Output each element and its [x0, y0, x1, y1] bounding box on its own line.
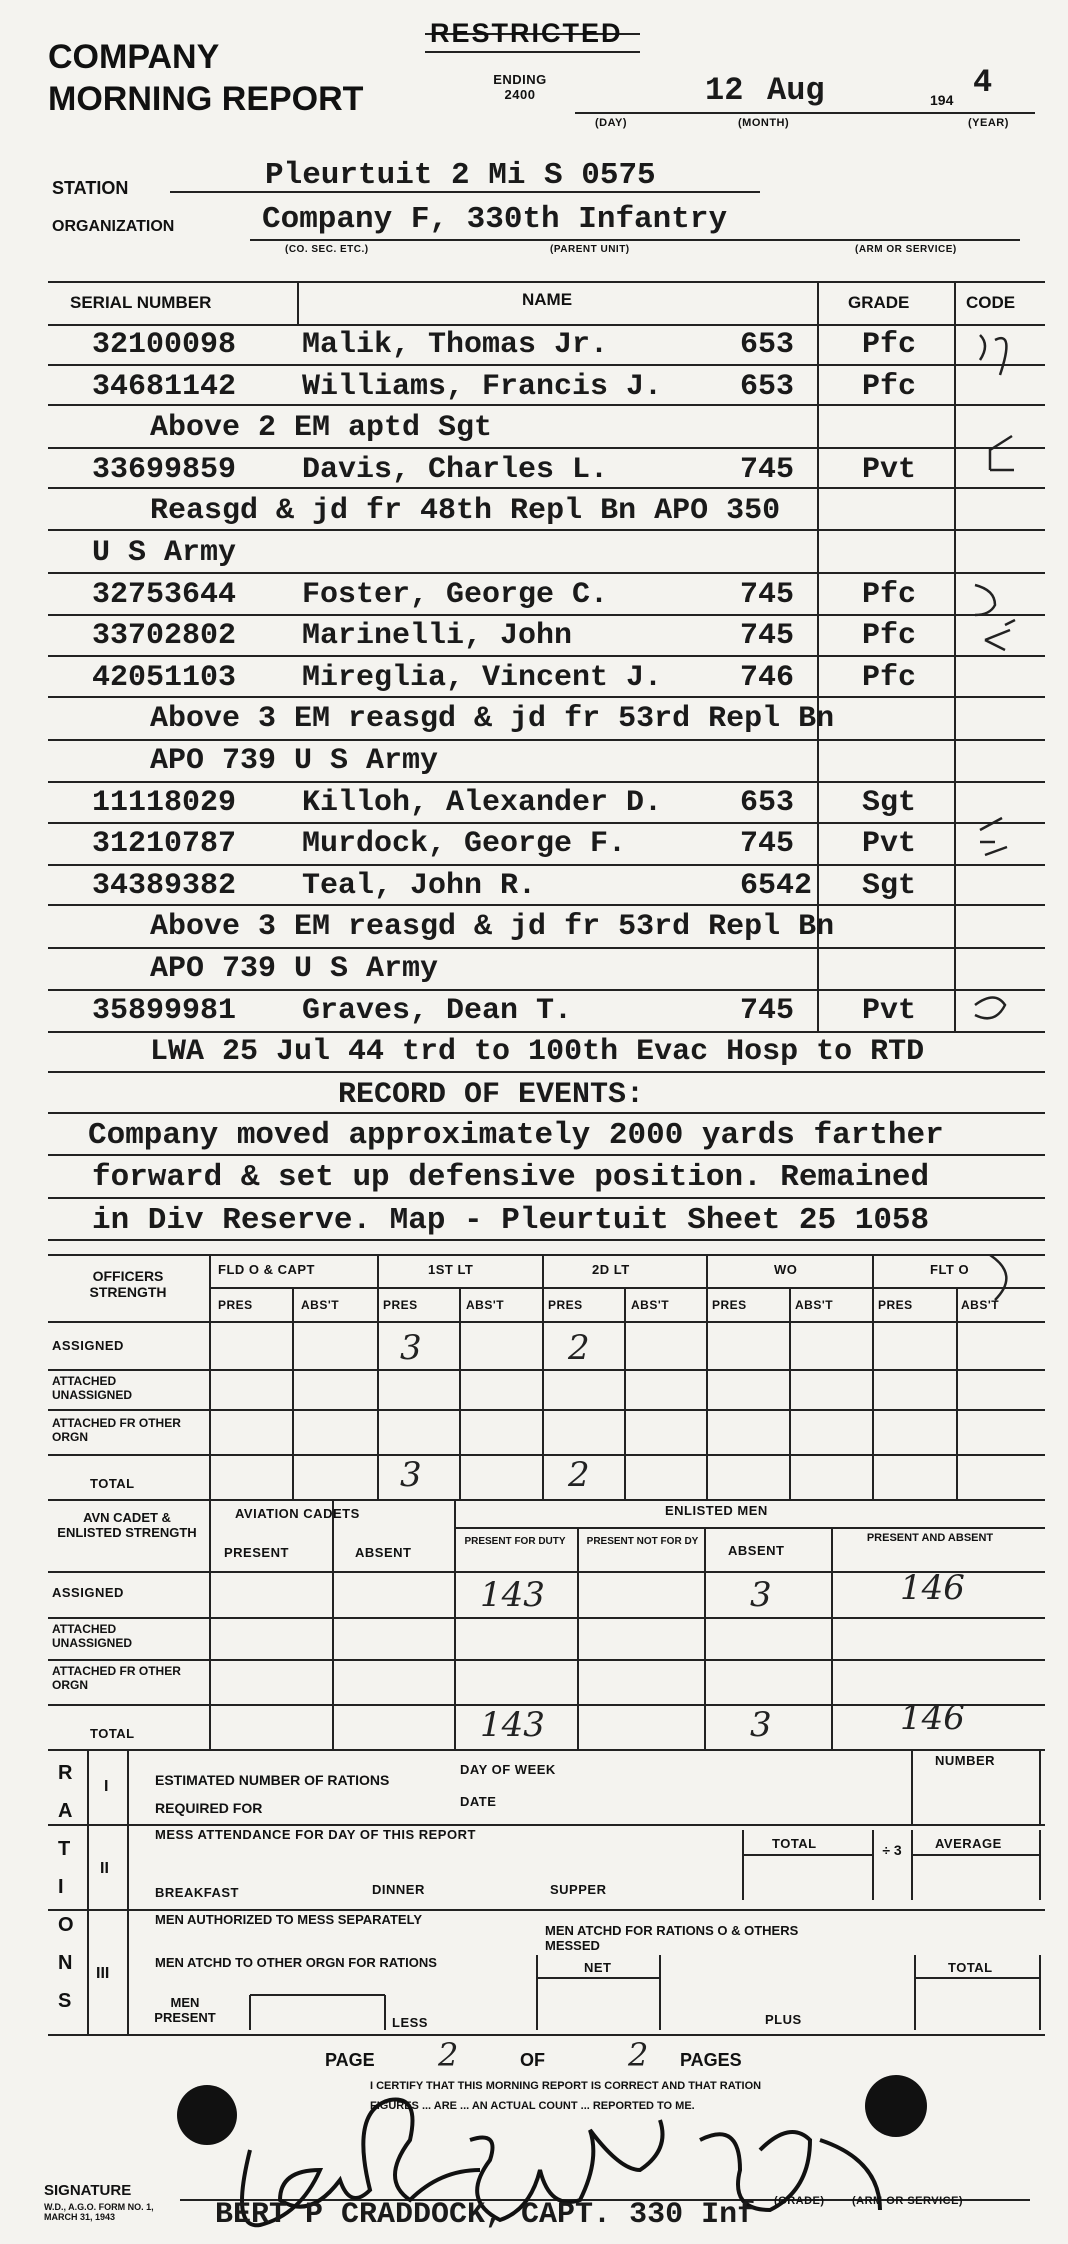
page-number: 2	[438, 2036, 459, 2074]
signature-label: SIGNATURE	[44, 2182, 132, 2199]
soldier-name: Williams, Francis J.	[302, 370, 663, 404]
organization-value: Company F, 330th Infantry	[262, 202, 728, 237]
officer-subheader: PRES	[712, 1298, 747, 1312]
officers-group: 2D LT	[592, 1262, 630, 1277]
ending-label: ENDING 2400	[493, 72, 547, 102]
rations-side-letter: R	[58, 1762, 73, 1784]
grade-value: Pvt	[862, 453, 917, 487]
events-title: RECORD OF EVENTS:	[338, 1078, 645, 1112]
serial-number: 32100098	[92, 328, 237, 362]
assigned-total: 146	[900, 1568, 965, 1608]
row-label: ASSIGNED	[52, 1585, 124, 1600]
section-2-num: II	[100, 1860, 109, 1877]
year-label: (YEAR)	[968, 117, 1009, 129]
serial-number: 34389382	[92, 869, 237, 903]
grade-value: Pfc	[862, 328, 917, 362]
date-label: DATE	[460, 1794, 497, 1809]
soldier-name: Malik, Thomas Jr.	[302, 328, 609, 362]
less-label: LESS	[392, 2015, 428, 2030]
row-label: ATTACHED UNASSIGNED	[52, 1622, 133, 1650]
officer-subheader: ABS'T	[631, 1298, 670, 1312]
rations-side-letter: N	[58, 1952, 73, 1974]
certification-text: I CERTIFY THAT THIS MORNING REPORT IS CORRECT AND THAT RATION FIGURES ... ARE ... AN ACTUAL COUNT ... REPORTED TO ME.	[370, 2080, 762, 2112]
total-3-label: TOTAL	[948, 1960, 993, 1975]
soldier-name: Killoh, Alexander D.	[302, 786, 663, 820]
supper-label: SUPPER	[550, 1882, 607, 1897]
roster-remark: APO 739 U S Army	[150, 744, 439, 778]
soldier-name: Davis, Charles L.	[302, 453, 609, 487]
signer-name: BERT P CRADDOCK, CAPT. 330 Inf	[215, 2198, 756, 2232]
officer-subheader: ABS'T	[466, 1298, 505, 1312]
serial-number: 31210787	[92, 827, 237, 861]
breakfast-label: BREAKFAST	[155, 1885, 239, 1900]
day-of-week-label: DAY OF WEEK	[460, 1762, 556, 1777]
officers-strength-label: OFFICERS STRENGTH	[89, 1268, 167, 1300]
grade-value: Pfc	[862, 661, 917, 695]
assigned-present-duty: 143	[480, 1575, 545, 1615]
punch-hole-right	[865, 2075, 927, 2137]
roster-remark: Above 3 EM reasgd & jd fr 53rd Repl Bn	[150, 910, 835, 944]
enlisted-men-label: ENLISTED MEN	[665, 1503, 768, 1518]
officer-subheader: PRES	[218, 1298, 253, 1312]
grade-value: Pfc	[862, 370, 917, 404]
dinner-label: DINNER	[372, 1882, 425, 1897]
assigned-absent: 3	[750, 1575, 772, 1615]
serial-number: 35899981	[92, 994, 237, 1028]
grade-value: Pvt	[862, 827, 917, 861]
roster-remark: Above 2 EM aptd Sgt	[150, 411, 493, 445]
arm-label: (ARM OR SERVICE)	[855, 244, 957, 255]
roster-remark: APO 739 U S Army	[150, 952, 439, 986]
section-3-num: III	[96, 1965, 110, 1982]
enlisted-absent-label: ABSENT	[728, 1543, 785, 1558]
report-month: Aug	[767, 72, 825, 109]
serial-number: 32753644	[92, 578, 237, 612]
total-pages: 2	[628, 2036, 649, 2074]
officer-subheader: PRES	[548, 1298, 583, 1312]
roster-remark: Above 3 EM reasgd & jd fr 53rd Repl Bn	[150, 702, 835, 736]
present-and-absent-label: PRESENT AND ABSENT	[866, 1532, 994, 1544]
serial-number: 42051103	[92, 661, 237, 695]
grade-value: Sgt	[862, 786, 917, 820]
mess-attendance-label: MESS ATTENDANCE FOR DAY OF THIS REPORT	[155, 1827, 476, 1842]
events-line: forward & set up defensive position. Remained	[92, 1160, 930, 1195]
officer-subheader: ABS'T	[301, 1298, 340, 1312]
estimated-rations-label: ESTIMATED NUMBER OF RATIONS REQUIRED FOR	[155, 1772, 390, 1816]
officers-group: 1ST LT	[428, 1262, 474, 1277]
events-line: Company moved approximately 2000 yards farther	[88, 1118, 944, 1153]
soldier-name: Marinelli, John	[302, 619, 573, 653]
net-label: NET	[584, 1960, 612, 1975]
page-label: PAGE	[325, 2050, 375, 2070]
mos-code: 653	[740, 328, 795, 362]
mos-code: 745	[740, 619, 795, 653]
month-label: (MONTH)	[738, 117, 790, 129]
station-label: STATION	[52, 178, 129, 198]
present-duty-label: PRESENT FOR DUTY	[464, 1536, 566, 1547]
organization-label: ORGANIZATION	[52, 218, 175, 235]
report-day: 12	[705, 72, 744, 109]
mos-code: 653	[740, 786, 795, 820]
row-label: TOTAL	[90, 1726, 135, 1741]
roster-remark: U S Army	[92, 536, 237, 570]
total-present-duty: 143	[480, 1705, 545, 1745]
soldier-name: Graves, Dean T.	[302, 994, 573, 1028]
soldier-name: Mireglia, Vincent J.	[302, 661, 663, 695]
grade-value: Pfc	[862, 578, 917, 612]
rations-side-letter: A	[58, 1800, 73, 1822]
serial-header: SERIAL NUMBER	[70, 293, 212, 312]
officer-subheader: ABS'T	[795, 1298, 834, 1312]
divide-label: ÷ 3	[882, 1842, 902, 1858]
mos-code: 745	[740, 827, 795, 861]
number-label: NUMBER	[935, 1753, 996, 1768]
aviation-cadets-label: AVIATION CADETS	[235, 1506, 360, 1521]
total-absent: 3	[750, 1705, 772, 1745]
cadets-present: PRESENT	[224, 1545, 289, 1560]
mos-code: 6542	[740, 869, 813, 903]
form-number: W.D., A.G.O. FORM NO. 1, MARCH 31, 1943	[44, 2202, 154, 2222]
co-label: (CO. SEC. ETC.)	[285, 244, 369, 255]
year-prefix: 194	[930, 92, 954, 108]
mos-code: 745	[740, 994, 795, 1028]
serial-number: 33702802	[92, 619, 237, 653]
row-label: ASSIGNED	[52, 1338, 124, 1353]
events-line: in Div Reserve. Map - Pleurtuit Sheet 25 1058	[92, 1203, 930, 1238]
form-title-line2: MORNING REPORT	[48, 80, 364, 118]
men-atchd-other-label: MEN ATCHD TO OTHER ORGN FOR RATIONS	[155, 1955, 437, 1970]
total-1st-lt: 3	[400, 1455, 422, 1495]
mos-code: 746	[740, 661, 795, 695]
total-total: 146	[900, 1698, 965, 1738]
serial-number: 34681142	[92, 370, 237, 404]
grade-value: Sgt	[862, 869, 917, 903]
mos-code: 745	[740, 453, 795, 487]
of-label: OF	[520, 2050, 545, 2070]
roster-remark: Reasgd & jd fr 48th Repl Bn APO 350	[150, 494, 781, 528]
plus-label: PLUS	[765, 2012, 802, 2027]
arm-service-label: (ARM OR SERVICE)	[852, 2195, 964, 2207]
parent-unit-label: (PARENT UNIT)	[550, 244, 630, 255]
roster-remark: LWA 25 Jul 44 trd to 100th Evac Hosp to RTD	[150, 1035, 925, 1069]
grade-label: (GRADE)	[774, 2195, 825, 2207]
mos-code: 653	[740, 370, 795, 404]
cadets-absent: ABSENT	[355, 1545, 412, 1560]
grade-header: GRADE	[848, 293, 910, 312]
row-label: ATTACHED FR OTHER ORGN	[52, 1664, 181, 1692]
code-header: CODE	[966, 293, 1016, 312]
section-1-num: I	[104, 1778, 109, 1795]
grade-value: Pvt	[862, 994, 917, 1028]
soldier-name: Foster, George C.	[302, 578, 609, 612]
name-header: NAME	[522, 290, 573, 309]
present-not-duty-label: PRESENT NOT FOR DY	[586, 1536, 699, 1547]
men-atchd-rations-label: MEN ATCHD FOR RATIONS O & OTHERS MESSED	[545, 1923, 799, 1953]
total-2d-lt: 2	[568, 1455, 590, 1495]
men-present-label: MEN PRESENT	[154, 1995, 216, 2025]
officer-subheader: PRES	[383, 1298, 418, 1312]
punch-hole-left	[177, 2085, 237, 2145]
officers-group: WO	[774, 1262, 798, 1277]
officers-group: FLT O	[930, 1262, 970, 1277]
officer-subheader: ABS'T	[961, 1298, 1000, 1312]
assigned-1st-lt: 3	[400, 1328, 422, 1368]
grade-value: Pfc	[862, 619, 917, 653]
average-label: AVERAGE	[935, 1836, 1002, 1851]
rations-side-letter: O	[58, 1914, 74, 1936]
soldier-name: Teal, John R.	[302, 869, 537, 903]
restricted-stamp: RESTRICTED	[430, 18, 623, 48]
report-year: 4	[973, 64, 993, 101]
row-label: ATTACHED FR OTHER ORGN	[52, 1416, 181, 1444]
rations-side-letter: I	[58, 1876, 64, 1898]
rations-side-letter: S	[58, 1990, 72, 2012]
station-value: Pleurtuit 2 Mi S 0575	[265, 158, 656, 193]
row-label: TOTAL	[90, 1476, 135, 1491]
rations-side-letter: T	[58, 1838, 71, 1860]
pages-label: PAGES	[680, 2050, 742, 2070]
total-label: TOTAL	[772, 1836, 817, 1851]
men-authorized-label: MEN AUTHORIZED TO MESS SEPARATELY	[155, 1912, 423, 1927]
mos-code: 745	[740, 578, 795, 612]
officer-subheader: PRES	[878, 1298, 913, 1312]
enlisted-strength-label: AVN CADET & ENLISTED STRENGTH	[57, 1510, 197, 1540]
day-label: (DAY)	[595, 117, 628, 129]
serial-number: 11118029	[92, 786, 237, 820]
serial-number: 33699859	[92, 453, 237, 487]
form-title-line1: COMPANY	[48, 38, 220, 76]
assigned-2d-lt: 2	[568, 1328, 590, 1368]
soldier-name: Murdock, George F.	[302, 827, 627, 861]
officers-group: FLD O & CAPT	[218, 1262, 315, 1277]
row-label: ATTACHED UNASSIGNED	[52, 1374, 133, 1402]
